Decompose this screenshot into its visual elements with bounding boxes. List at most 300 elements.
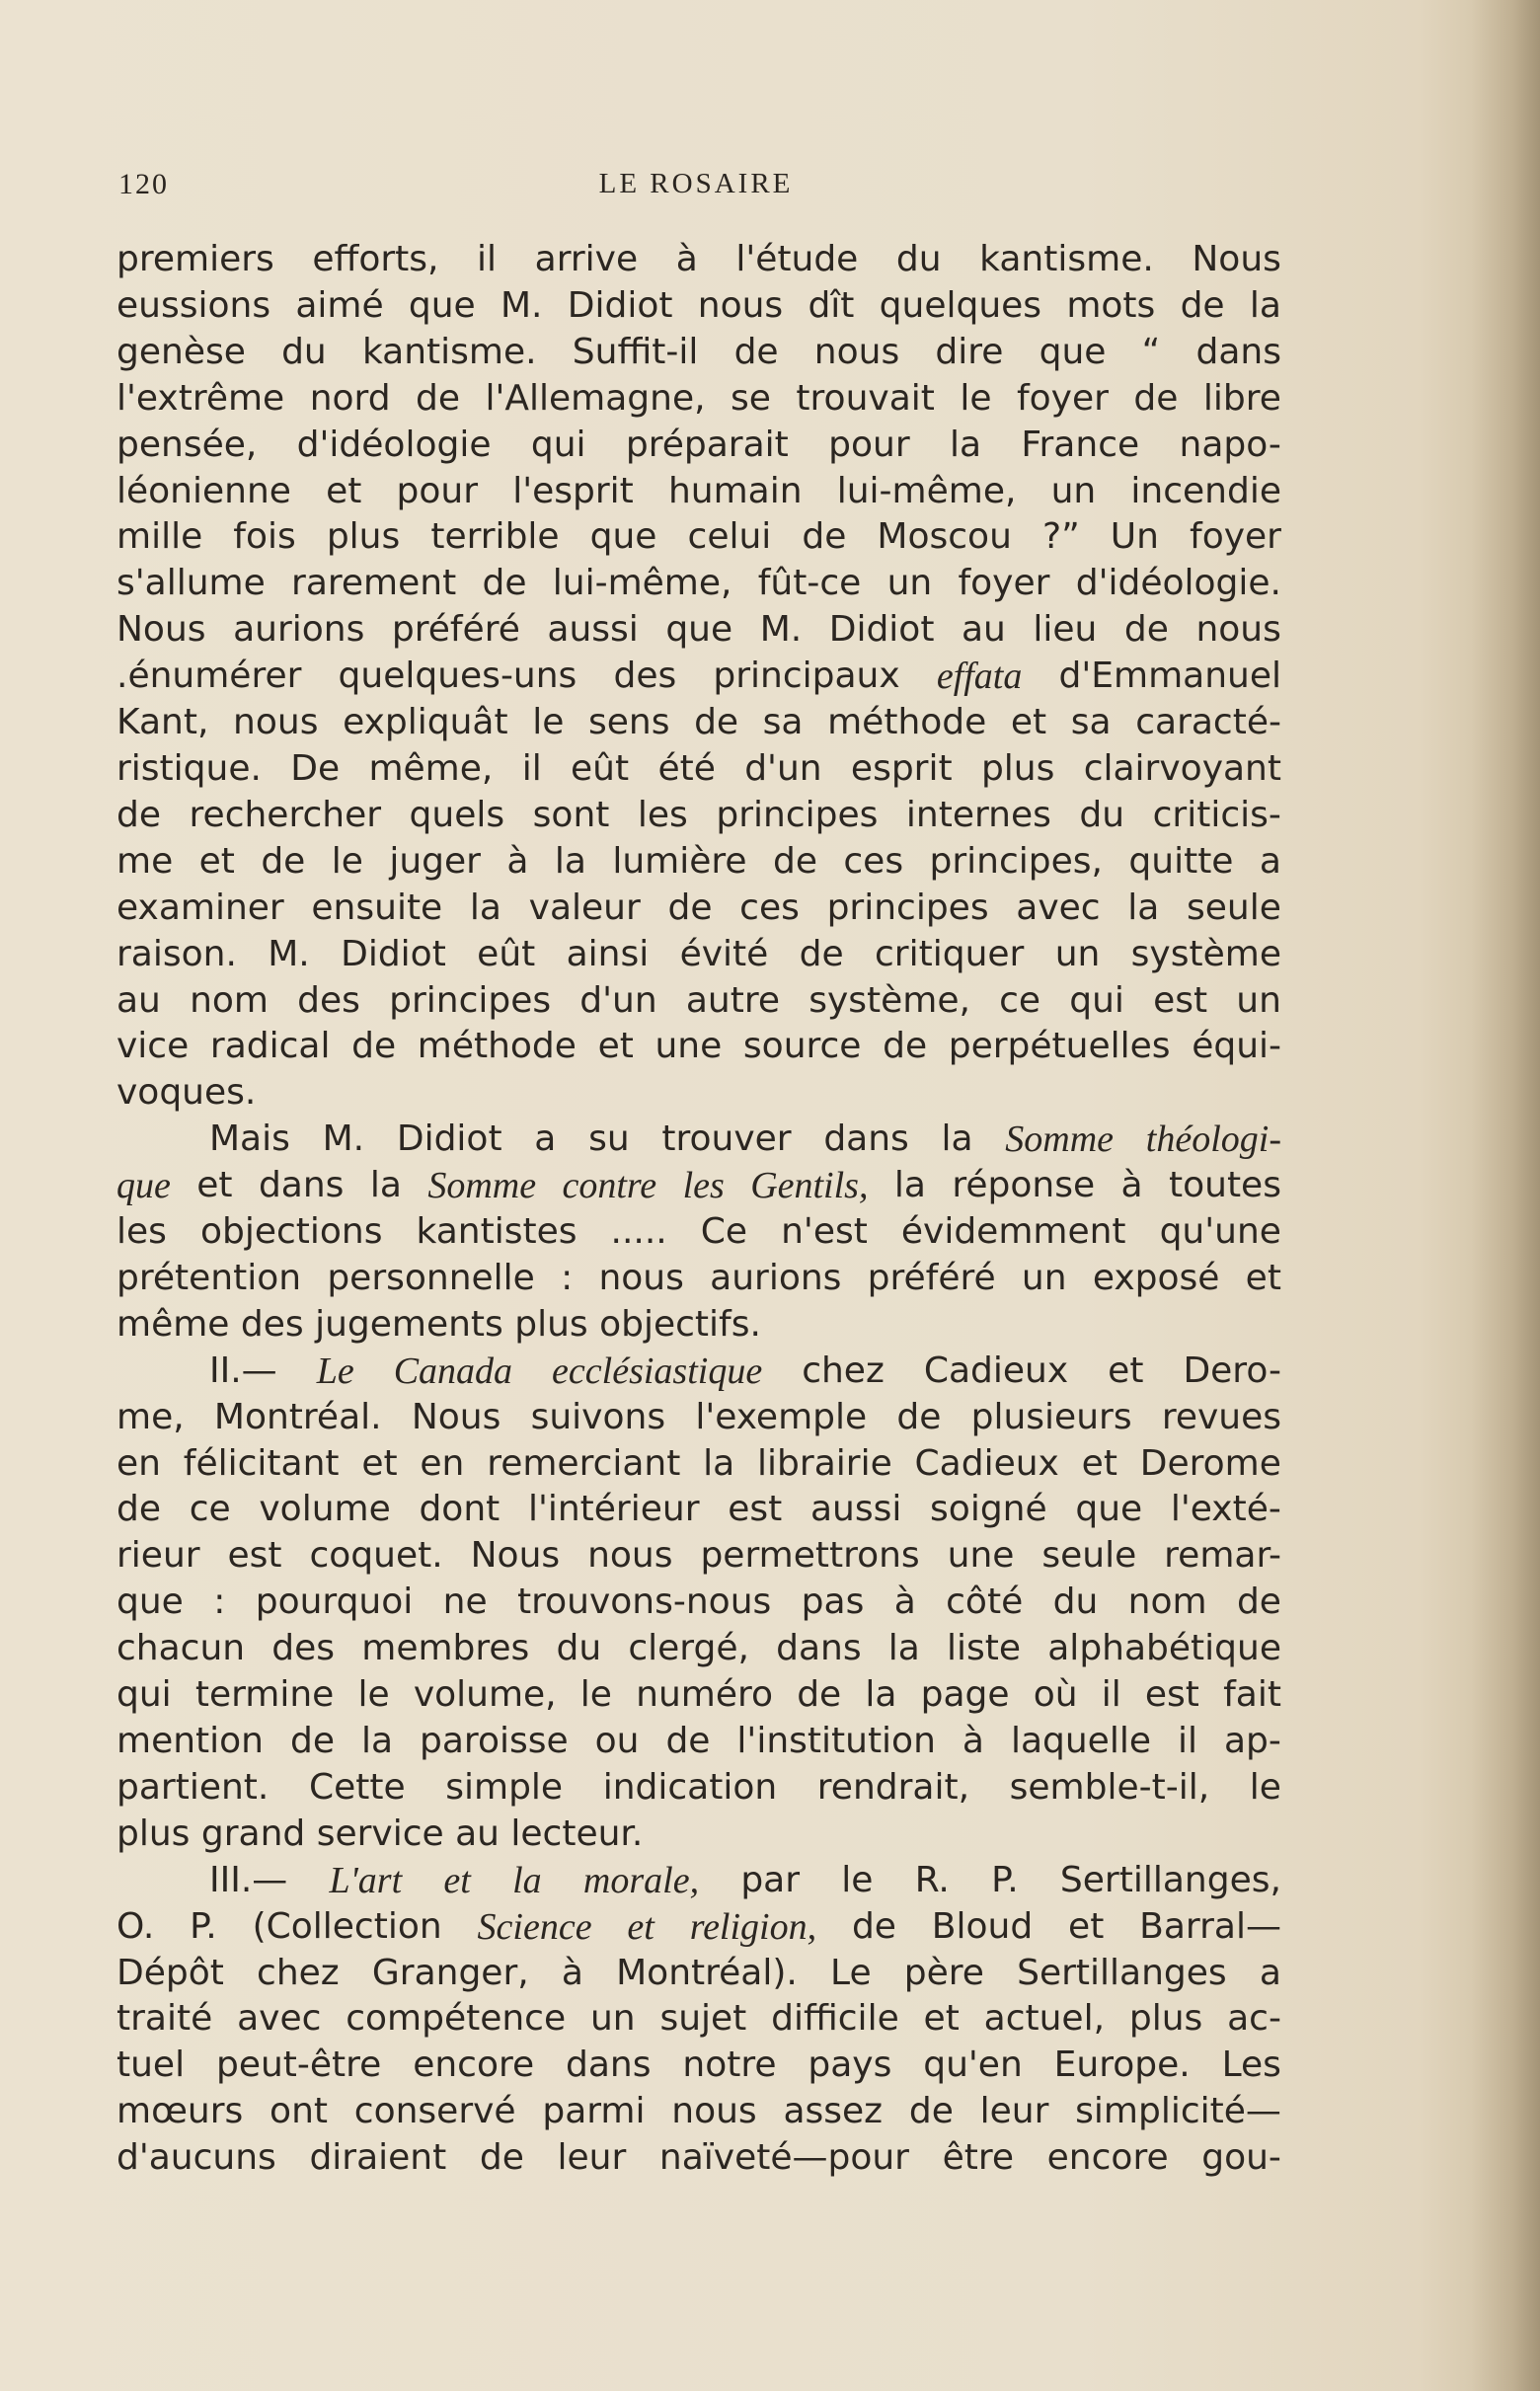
word: l'Allemagne, — [485, 377, 706, 419]
word: les — [116, 1211, 167, 1253]
word: terrible — [430, 516, 560, 558]
word: et — [1108, 1350, 1144, 1391]
italic-word: Le — [316, 1350, 354, 1392]
text-line — [116, 978, 1281, 1025]
italic-word: Somme — [1005, 1118, 1115, 1161]
word: équi- — [1192, 1026, 1281, 1067]
word: et — [196, 1165, 233, 1206]
italic-word: la — [512, 1859, 542, 1901]
word: leur — [979, 2091, 1049, 2132]
word: paroisse — [420, 1721, 569, 1761]
word: avec — [1016, 887, 1101, 928]
word: de — [1180, 284, 1225, 326]
word: que — [589, 516, 657, 558]
text-line — [116, 2043, 1281, 2089]
word: kantisme. — [979, 239, 1154, 279]
text-line — [116, 1904, 1281, 1951]
word: l'extrême — [116, 377, 285, 419]
text-line — [116, 2089, 1281, 2135]
word: sa — [1070, 702, 1112, 743]
word: être — [942, 2137, 1015, 2179]
word: ensuite — [311, 887, 443, 928]
word: Didiot — [828, 609, 935, 651]
word: dire — [935, 331, 1004, 372]
word: raison. — [116, 933, 237, 974]
word: félicitant — [183, 1442, 340, 1484]
word: où — [1033, 1674, 1078, 1716]
word: Dero- — [1183, 1350, 1281, 1391]
text-line — [116, 1672, 1281, 1719]
word: seule — [1187, 887, 1281, 928]
word: seule — [1041, 1535, 1137, 1577]
word: Europe. — [1053, 2044, 1191, 2086]
word: clairvoyant — [1083, 747, 1281, 789]
word: plusieurs — [970, 1396, 1132, 1437]
word: une — [947, 1535, 1015, 1577]
word: la — [469, 887, 501, 928]
word: lumière — [612, 840, 747, 882]
word: ces — [739, 887, 800, 928]
word: sont — [532, 794, 610, 835]
text-line — [116, 469, 1281, 515]
word: rechercher — [189, 794, 382, 835]
word: assez — [783, 2091, 884, 2132]
word: sens — [587, 702, 670, 743]
word: arrive — [534, 239, 639, 279]
word: “ — [1141, 331, 1161, 372]
italic-word: Gentils, — [750, 1165, 869, 1207]
text-line — [116, 561, 1281, 607]
word: lui-même, — [552, 563, 732, 604]
word: Dépôt — [116, 1952, 224, 1993]
word: mention — [116, 1721, 264, 1761]
word: la — [865, 1674, 897, 1716]
word: ristique. — [116, 747, 262, 789]
word: notre — [682, 2044, 777, 2086]
word: pour — [396, 470, 479, 511]
word: M. — [500, 284, 543, 326]
word: à — [962, 1721, 984, 1761]
word: ont — [270, 2091, 329, 2132]
word: d'Emmanuel — [1058, 656, 1281, 697]
word: esprit — [850, 747, 953, 789]
word: principes — [389, 979, 552, 1021]
word: ap- — [1223, 1721, 1281, 1761]
word: et — [1081, 1442, 1117, 1484]
word: préféré — [391, 609, 520, 651]
word: réponse — [952, 1165, 1096, 1206]
word: aurions — [233, 609, 365, 651]
word: de — [116, 794, 161, 835]
word: kantistes — [416, 1211, 578, 1253]
word: premiers — [116, 239, 274, 279]
word: dans — [823, 1118, 909, 1160]
text-line — [116, 1996, 1281, 2043]
word: Moscou — [877, 516, 1012, 558]
text-line — [116, 746, 1281, 793]
word: sujet — [659, 1998, 747, 2040]
word: libre — [1202, 377, 1281, 419]
word: et — [1010, 702, 1047, 743]
word: à — [506, 840, 529, 882]
word: la — [360, 1721, 394, 1761]
word: efforts, — [312, 239, 439, 279]
word: Didiot — [567, 284, 673, 326]
word: la — [369, 1165, 402, 1206]
word: Nous — [1192, 239, 1281, 279]
word: été — [657, 747, 716, 789]
word: le — [1249, 1766, 1281, 1808]
word: expliquât — [343, 702, 508, 743]
word: radical — [209, 1026, 331, 1067]
word: le — [331, 840, 363, 882]
word: Mais — [209, 1118, 290, 1160]
word: ce — [189, 1489, 231, 1530]
word: pour — [828, 424, 910, 465]
text-line — [116, 376, 1281, 423]
text-line — [116, 700, 1281, 746]
word: qui — [1069, 979, 1124, 1021]
word: partient. — [116, 1766, 270, 1808]
word: même, — [368, 747, 494, 789]
word: de — [1133, 377, 1179, 419]
word: de — [772, 840, 817, 882]
word: principaux — [713, 656, 900, 697]
text-line — [116, 1951, 1281, 1997]
word: numéro — [636, 1674, 774, 1716]
word: du — [556, 1628, 602, 1669]
word: père — [903, 1952, 984, 1993]
word: à — [1120, 1165, 1143, 1206]
word: un — [589, 1998, 636, 2040]
word: encore — [413, 2044, 535, 2086]
word: Didiot — [341, 933, 446, 974]
word: foyer — [1190, 516, 1281, 558]
word: de — [896, 1396, 942, 1437]
word: chez — [802, 1350, 885, 1391]
text-line — [116, 1765, 1281, 1812]
word: Montréal. — [213, 1396, 382, 1437]
word: Didiot — [396, 1118, 502, 1160]
word: su — [588, 1118, 630, 1160]
word: d'un — [744, 747, 822, 789]
word: Montréal). — [616, 1952, 798, 1993]
word: pourquoi — [255, 1581, 414, 1623]
word: il — [1177, 1721, 1197, 1761]
word: librairie — [757, 1442, 892, 1484]
word: l'exemple — [695, 1396, 868, 1437]
word: de — [1236, 1581, 1281, 1623]
word: source — [742, 1026, 862, 1067]
line-text: plus grand service au lecteur. — [116, 1813, 644, 1854]
italic-word: ecclésiastique — [552, 1350, 763, 1392]
word: page — [920, 1674, 1010, 1716]
word: me — [116, 840, 174, 882]
word: de — [261, 840, 306, 882]
word: volume, — [413, 1674, 557, 1716]
word: nous — [233, 702, 319, 743]
word: de — [116, 1489, 161, 1530]
word: du — [895, 239, 942, 279]
word: eût — [477, 933, 536, 974]
text-line — [116, 1163, 1281, 1209]
word: d'idéologie. — [1075, 563, 1281, 604]
word: remar- — [1164, 1535, 1281, 1577]
italic-word: et — [627, 1905, 654, 1948]
word: trouver — [661, 1118, 792, 1160]
word: ?” — [1041, 516, 1080, 558]
word: une — [654, 1026, 723, 1067]
word: mœurs — [116, 2091, 244, 2132]
word: d'un — [579, 979, 657, 1021]
word: la — [893, 1165, 926, 1206]
word: plus — [1128, 1998, 1203, 2040]
word: des — [271, 1628, 336, 1669]
word: est — [728, 1489, 783, 1530]
italic-word: et — [443, 1859, 471, 1901]
word: leur — [557, 2137, 627, 2179]
word: préparait — [625, 424, 789, 465]
word: autre — [685, 979, 781, 1021]
word: et — [361, 1442, 398, 1484]
word: personnelle — [327, 1257, 535, 1298]
word: (Collection — [252, 1905, 442, 1947]
word: trouvait — [796, 377, 935, 419]
word: Cadieux — [923, 1350, 1069, 1391]
word: : — [561, 1257, 574, 1298]
word: ac- — [1227, 1998, 1281, 2040]
word: lieu — [1033, 609, 1098, 651]
word: nord — [309, 377, 391, 419]
word: sa — [762, 702, 804, 743]
word: de — [667, 887, 713, 928]
word: Granger, — [371, 1952, 529, 1993]
text-line — [116, 793, 1281, 839]
word: quels — [409, 794, 505, 835]
italic-word: Somme — [427, 1165, 537, 1207]
word: R. — [914, 1859, 950, 1900]
italic-word: Canada — [393, 1350, 513, 1392]
word: il — [1101, 1674, 1121, 1716]
word: la — [1249, 284, 1281, 326]
word: la — [1127, 887, 1160, 928]
word: a — [1259, 840, 1281, 882]
word: un — [1236, 979, 1281, 1021]
text-line — [116, 1349, 1281, 1395]
word: pas — [801, 1581, 865, 1623]
text-line — [116, 1256, 1281, 1302]
word: actuel, — [983, 1998, 1106, 2040]
word: difficile — [771, 1998, 899, 2040]
word: en — [116, 1442, 161, 1484]
word: et — [326, 470, 362, 511]
word: que — [1075, 1489, 1143, 1530]
body-text — [116, 237, 1281, 2182]
word: de — [802, 516, 847, 558]
word: aimé — [295, 284, 384, 326]
word: qui — [530, 424, 586, 465]
word: le — [357, 1674, 390, 1716]
word: foyer — [958, 563, 1050, 604]
word: aussi — [547, 609, 639, 651]
word: des — [297, 979, 360, 1021]
word: P. — [991, 1859, 1019, 1900]
word: par — [740, 1859, 801, 1900]
word: M. — [759, 609, 803, 651]
word: Ce — [700, 1211, 748, 1253]
word: de — [289, 1721, 335, 1761]
word: examiner — [116, 887, 284, 928]
word: a — [534, 1118, 557, 1160]
word: .énumérer — [116, 656, 302, 697]
word: exposé — [1092, 1257, 1220, 1298]
word: Les — [1221, 2044, 1281, 2086]
word: de — [883, 1026, 928, 1067]
word: l'esprit — [512, 470, 634, 511]
text-line — [116, 1302, 1281, 1349]
word: nom — [190, 979, 269, 1021]
word: les — [637, 794, 688, 835]
word: conservé — [353, 2091, 516, 2132]
word: à — [561, 1952, 583, 1993]
word: de — [799, 933, 844, 974]
word: il — [521, 747, 542, 789]
word: rieur — [116, 1535, 200, 1577]
word: indication — [602, 1766, 778, 1808]
word: évidemment — [900, 1211, 1126, 1253]
word: il — [477, 239, 498, 279]
text-line — [116, 839, 1281, 886]
word: de — [733, 331, 779, 372]
word: fait — [1223, 1674, 1281, 1716]
text-line — [116, 1441, 1281, 1488]
word: le — [579, 1674, 612, 1716]
word: eussions — [116, 284, 271, 326]
word: dans — [1195, 331, 1281, 372]
text-line — [116, 1719, 1281, 1765]
word: de — [416, 377, 461, 419]
word: remerciant — [487, 1442, 681, 1484]
word: aussi — [809, 1489, 902, 1530]
word: de — [694, 702, 739, 743]
word: et — [923, 1998, 960, 2040]
word: termine — [194, 1674, 335, 1716]
word: que — [116, 1581, 184, 1623]
text-line — [116, 1070, 1281, 1117]
word: se — [731, 377, 771, 419]
page-edge-shadow — [1471, 0, 1540, 2391]
word: de — [908, 2091, 954, 2132]
word: mots — [1066, 284, 1156, 326]
word: Barral— — [1139, 1905, 1281, 1947]
word: la — [554, 840, 586, 882]
word: De — [290, 747, 341, 789]
word: dans — [258, 1165, 345, 1206]
word: vice — [116, 1026, 190, 1067]
word: caracté- — [1135, 702, 1281, 743]
word: objections — [199, 1211, 383, 1253]
word: chez — [257, 1952, 340, 1993]
running-title: LE ROSAIRE — [598, 168, 794, 199]
word: dît — [808, 284, 855, 326]
text-line — [116, 1395, 1281, 1441]
text-line — [116, 283, 1281, 330]
text-line — [116, 2135, 1281, 2182]
word: est — [227, 1535, 282, 1577]
word: me, — [116, 1396, 185, 1437]
word: liste — [947, 1628, 1022, 1669]
word: France — [1021, 424, 1140, 465]
word: M. — [322, 1118, 365, 1160]
word: tuel — [116, 2044, 186, 2086]
word: la — [703, 1442, 735, 1484]
word: d'aucuns — [116, 2137, 276, 2179]
text-line — [116, 886, 1281, 932]
word: celui — [687, 516, 772, 558]
word: l'intérieur — [527, 1489, 700, 1530]
word: Kant, — [116, 702, 209, 743]
word: fût-ce — [757, 563, 862, 604]
word: le — [841, 1859, 874, 1900]
word: alphabétique — [1047, 1628, 1281, 1669]
word: quelques-uns — [338, 656, 578, 697]
word: plus — [980, 747, 1055, 789]
word: criticis- — [1152, 794, 1281, 835]
word: pensée, — [116, 424, 258, 465]
word: Sertillanges, — [1059, 1859, 1281, 1900]
word: suivons — [530, 1396, 666, 1437]
word: II.— — [209, 1350, 277, 1391]
italic-word: effata — [936, 656, 1023, 698]
word: plus — [326, 516, 401, 558]
word: nous — [1195, 609, 1281, 651]
word: s'allume — [116, 563, 266, 604]
word: rendrait, — [816, 1766, 970, 1808]
text-line — [116, 1580, 1281, 1626]
word: a — [1259, 1952, 1281, 1993]
text-line — [116, 330, 1281, 376]
word: Cadieux — [914, 1442, 1059, 1484]
word: à — [675, 239, 698, 279]
word: système — [1130, 933, 1281, 974]
word: gou- — [1201, 2137, 1281, 2179]
word: revues — [1161, 1396, 1281, 1437]
word: prétention — [116, 1257, 302, 1298]
word: ne — [442, 1581, 488, 1623]
word: nous — [587, 1535, 673, 1577]
word: au — [961, 609, 1006, 651]
word: qui — [116, 1674, 172, 1716]
word: qu'une — [1159, 1211, 1281, 1253]
italic-word: Science — [477, 1905, 592, 1948]
word: traité — [116, 1998, 213, 2040]
word: est — [1153, 979, 1208, 1021]
italic-word: religion, — [689, 1905, 817, 1948]
word: que — [1039, 331, 1107, 372]
word: ou — [594, 1721, 640, 1761]
word: nous — [697, 284, 784, 326]
word: l'institution — [736, 1721, 936, 1761]
text-line — [116, 1812, 1281, 1858]
word: de — [665, 1721, 711, 1761]
word: incendie — [1130, 470, 1281, 511]
word: que — [408, 284, 476, 326]
text-line — [116, 237, 1281, 283]
word: la — [941, 1118, 973, 1160]
line-text: voques. — [116, 1072, 257, 1114]
word: foyer — [1016, 377, 1109, 419]
word: et — [597, 1026, 634, 1067]
